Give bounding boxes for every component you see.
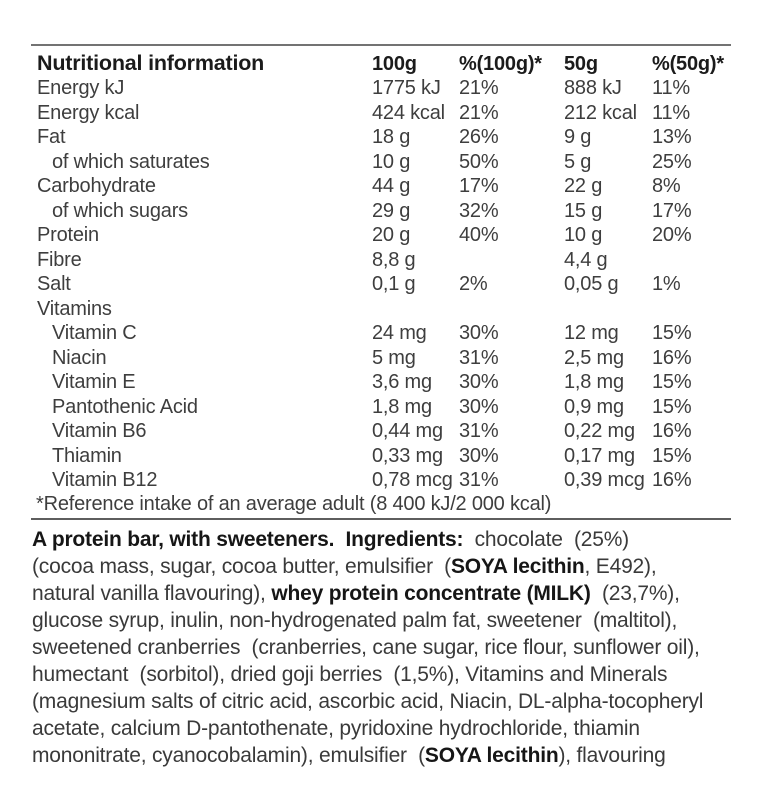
row-value: 40% [459,224,499,246]
row-value: 0,78 mcg [372,469,453,491]
row-label: Vitamin C [52,322,137,344]
table-row [31,199,731,224]
row-value: 30% [459,395,499,418]
ingredients-line [32,607,731,634]
row-value: 32% [459,199,499,222]
row-value: 20 g [372,224,411,246]
row-label: Vitamin B6 [52,420,147,442]
row-value [652,297,731,322]
row-label: Carbohydrate [37,175,156,197]
ingredients-line [32,715,731,742]
table-row [31,370,731,395]
row-value: 31% [459,469,499,491]
row-value: 16% [652,346,692,369]
ingredients-text [31,526,731,769]
row-value: 11% [652,101,690,124]
table-row [31,223,731,248]
row-value: 10 g [564,224,603,246]
row-value: 0,33 mg [372,444,443,467]
ingredients-regular-text: acetate, calcium D-pantothenate, pyridoxine hydrochloride, thiamin [32,716,640,740]
ingredients-bold-text: whey protein concentrate (MILK) [271,581,591,605]
col-header-pct-100g: %(100g)* [459,53,542,75]
row-value: 0,17 mg [564,444,635,467]
row-value: 16% [652,469,692,491]
table-footnote: *Reference intake of an average adult (8 400 kJ/2 000 kcal) [31,493,731,520]
row-value: 4,4 g [564,248,608,271]
row-value: 22 g [564,175,603,197]
ingredients-regular-text: humectant (sorbitol), dried goji berries (1,5%), Vitamins and Minerals [32,662,668,686]
row-value: 15% [652,322,692,344]
ingredients-line [32,742,731,769]
ingredients-bold-text: SOYA lecithin [424,743,559,767]
row-label: Thiamin [52,444,122,467]
ingredients-regular-text: sweetened cranberries (cranberries, cane sugar, rice flour, sunflower oil), [32,635,700,659]
row-label: Energy kJ [37,77,125,99]
table-row [31,150,731,175]
table-row [31,101,731,126]
row-value: 13% [652,126,692,148]
row-value: 8% [652,175,681,197]
row-value: 2,5 mg [564,346,624,369]
row-value: 26% [459,126,499,148]
row-value: 12 mg [564,322,619,344]
row-value: 15% [652,395,692,418]
table-row [31,174,731,199]
row-value: 30% [459,444,499,467]
row-value: 212 kcal [564,101,637,124]
row-value: 11% [652,77,690,99]
row-value: 0,1 g [372,273,416,295]
row-value: 16% [652,420,692,442]
row-value: 44 g [372,175,411,197]
row-label: Niacin [52,346,107,369]
row-value: 424 kcal [372,101,445,124]
row-label: Protein [37,224,99,246]
row-value: 0,22 mg [564,420,635,442]
row-value: 0,9 mg [564,395,624,418]
row-value: 21% [459,101,499,124]
ingredients-line [32,634,731,661]
ingredients-regular-text: (cocoa mass, sugar, cocoa butter, emulsifier ( [32,554,451,578]
row-value: 9 g [564,126,592,148]
row-value: 17% [652,199,692,222]
table-header-row [31,46,731,76]
table-row [31,468,731,493]
row-label: Vitamins [37,297,112,320]
table-body [31,76,731,493]
col-header-50g: 50g [564,53,598,75]
row-value: 30% [459,322,499,344]
table-row [31,444,731,469]
row-value: 3,6 mg [372,371,432,393]
row-label: of which sugars [52,199,188,222]
row-label: Vitamin E [52,371,136,393]
row-value: 21% [459,77,499,99]
row-value: 1,8 mg [372,395,432,418]
col-header-100g: 100g [372,53,417,75]
row-value: 2% [459,273,488,295]
ingredients-line [32,688,731,715]
row-value: 888 kJ [564,77,622,99]
row-value: 31% [459,420,499,442]
row-value: 50% [459,150,499,173]
row-value: 25% [652,150,692,173]
ingredients-regular-text: glucose syrup, inulin, non-hydrogenated palm fat, sweetener (maltitol), [32,608,678,632]
row-value: 5 mg [372,346,416,369]
ingredients-regular-text: (magnesium salts of citric acid, ascorbic acid, Niacin, DL-alpha-tocopheryl [32,689,704,713]
ingredients-regular-text: ), flavouring [558,743,666,767]
nutrition-table [31,44,731,520]
row-value: 0,05 g [564,273,619,295]
table-title: Nutritional information [37,51,265,75]
row-label: Fibre [37,248,82,271]
row-value: 8,8 g [372,248,416,271]
table-row [31,297,731,322]
ingredients-line [32,580,731,607]
row-label: of which saturates [52,150,210,173]
nutrition-label [31,44,731,769]
row-value: 5 g [564,150,592,173]
table-row [31,125,731,150]
row-value: 24 mg [372,322,427,344]
row-label: Fat [37,126,66,148]
row-value: 29 g [372,199,411,222]
row-value: 15 g [564,199,603,222]
ingredients-line [32,553,731,580]
row-value: 18 g [372,126,411,148]
row-value [459,297,564,322]
row-value: 15% [652,371,692,393]
row-label: Energy kcal [37,101,140,124]
row-value [564,297,652,322]
ingredients-line [32,526,731,553]
row-label: Salt [37,273,71,295]
ingredients-regular-text: natural vanilla flavouring), [32,581,272,605]
row-value: 0,39 mcg [564,469,645,491]
row-value: 17% [459,175,499,197]
row-value: 1775 kJ [372,77,441,99]
row-value: 0,44 mg [372,420,443,442]
table-row [31,346,731,371]
row-label: Pantothenic Acid [52,395,198,418]
ingredients-regular-text: chocolate (25%) [463,527,629,551]
row-value [459,248,564,273]
ingredients-regular-text: (23,7%), [590,581,680,605]
table-row [31,395,731,420]
table-row [31,76,731,101]
row-value [652,248,731,273]
table-row [31,419,731,444]
ingredients-regular-text: mononitrate, cyanocobalamin), emulsifier ( [32,743,425,767]
row-value: 10 g [372,150,411,173]
table-row [31,272,731,297]
row-value: 20% [652,224,692,246]
table-row [31,321,731,346]
row-value: 30% [459,371,499,393]
ingredients-line [32,661,731,688]
col-header-pct-50g: %(50g)* [652,53,724,75]
ingredients-bold-text: A protein bar, with sweeteners. Ingredients: [32,527,464,551]
row-value: 1% [652,273,681,295]
row-value: 1,8 mg [564,371,624,393]
table-row [31,248,731,273]
ingredients-regular-text: , E492), [584,554,657,578]
ingredients-bold-text: SOYA lecithin [450,554,585,578]
row-value [372,297,459,322]
row-label: Vitamin B12 [52,469,158,491]
row-value: 15% [652,444,692,467]
row-value: 31% [459,346,499,369]
